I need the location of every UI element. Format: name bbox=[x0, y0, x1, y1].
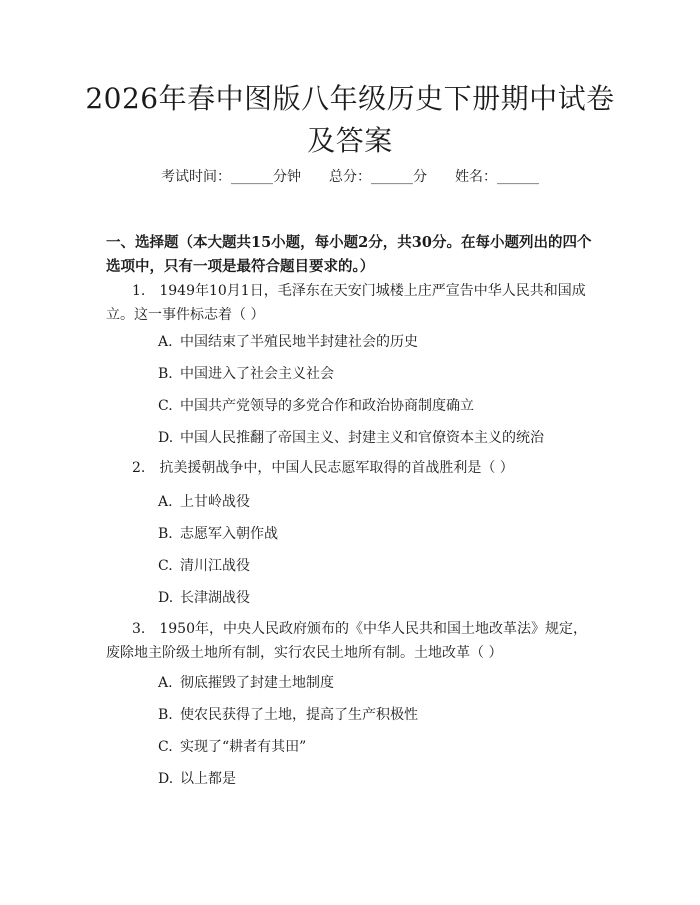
question-3-option-d bbox=[158, 769, 598, 789]
option-text: 中国进入了社会主义社会 bbox=[180, 366, 334, 382]
option-text: 志愿军入朝作战 bbox=[180, 526, 278, 542]
option-text: 中国结束了半殖民地半封建社会的历史 bbox=[180, 334, 418, 350]
question-1-option-a bbox=[158, 332, 598, 352]
option-letter: C. bbox=[158, 558, 173, 574]
option-text: 中国人民推翻了帝国主义、封建主义和官僚资本主义的统治 bbox=[180, 430, 544, 446]
option-letter: A. bbox=[158, 494, 173, 510]
option-letter: B. bbox=[158, 526, 173, 542]
option-text: 以上都是 bbox=[180, 771, 236, 787]
question-2-option-d bbox=[158, 588, 598, 608]
question-1-option-c bbox=[158, 396, 598, 416]
page-title: 2026年春中图版八年级历史下册期中试卷及答案 bbox=[85, 82, 615, 157]
option-text: 实现了“耕者有其田” bbox=[180, 739, 307, 755]
option-text: 清川江战役 bbox=[180, 558, 250, 574]
option-letter: C. bbox=[158, 739, 173, 755]
question-1-option-d bbox=[158, 428, 598, 448]
option-letter: A. bbox=[158, 334, 173, 350]
exam-meta bbox=[0, 167, 700, 187]
question-3-option-b bbox=[158, 705, 598, 725]
option-letter: D. bbox=[158, 430, 174, 446]
option-text: 上甘岭战役 bbox=[180, 494, 250, 510]
option-text: 使农民获得了土地，提高了生产积极性 bbox=[180, 707, 418, 723]
question-2-option-c bbox=[158, 556, 598, 576]
question-2-stem: 2. 抗美援朝战争中，中国人民志愿军取得的首战胜利是（ ） bbox=[132, 460, 514, 476]
option-letter: C. bbox=[158, 398, 173, 414]
student-name-label: 姓名：______ bbox=[455, 169, 539, 185]
option-letter: D. bbox=[158, 771, 174, 787]
question-2-option-b bbox=[158, 524, 598, 544]
question-1-option-b bbox=[158, 364, 598, 384]
total-score-label: 总分：______分 bbox=[329, 169, 427, 185]
option-text: 长津湖战役 bbox=[180, 590, 250, 606]
question-3-stem: 3. 1950年，中央人民政府颁布的《中华人民共和国土地改革法》规定，废除地主阶级土地所有制，实行农民土地所有制。土地改革（ ） bbox=[106, 621, 587, 661]
exam-time-label: 考试时间：______分钟 bbox=[161, 169, 301, 185]
section-heading: 一、选择题（本大题共15小题，每小题2分，共30分。在每小题列出的四个选项中，只有一项是最符合题目要求的。） bbox=[106, 234, 592, 275]
option-text: 彻底摧毁了封建土地制度 bbox=[180, 675, 334, 691]
option-letter: D. bbox=[158, 590, 174, 606]
option-letter: B. bbox=[158, 366, 173, 382]
question-1-stem: 1. 1949年10月1日，毛泽东在天安门城楼上庄严宣告中华人民共和国成立。这一事件标志着（ ） bbox=[106, 283, 586, 323]
question-2-option-a bbox=[158, 492, 598, 512]
question-3-option-c bbox=[158, 737, 598, 757]
question-3-option-a bbox=[158, 673, 598, 693]
option-letter: A. bbox=[158, 675, 173, 691]
option-text: 中国共产党领导的多党合作和政治协商制度确立 bbox=[180, 398, 474, 414]
option-letter: B. bbox=[158, 707, 173, 723]
